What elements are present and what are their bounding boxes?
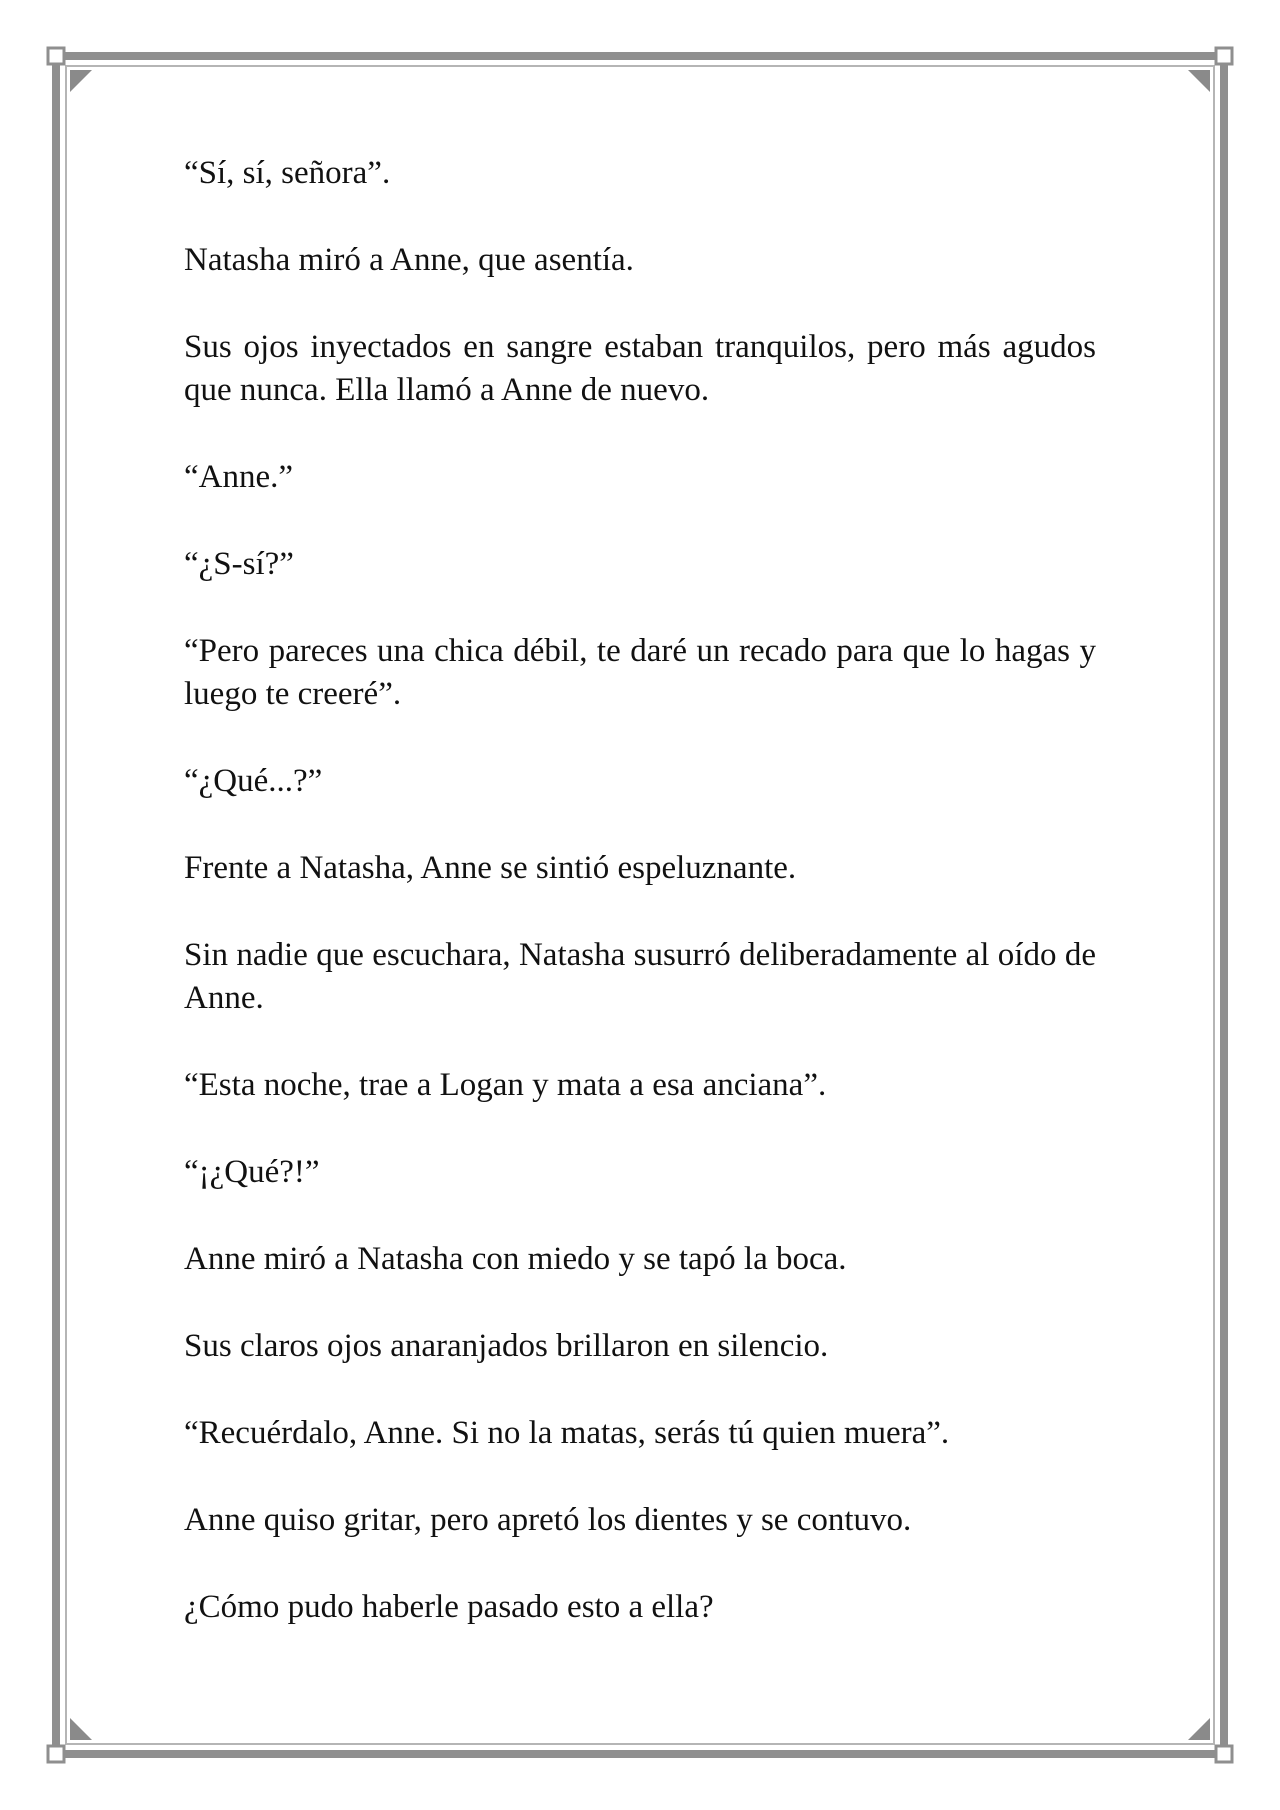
paragraph: Sus ojos inyectados en sangre estaban tranquilos, pero más agudos que nunca. Ella llamó a Anne de nuevo. xyxy=(184,329,1096,408)
paragraph: Anne quiso gritar, pero apretó los dientes y se contuvo. xyxy=(184,1502,912,1538)
paragraph: “Esta noche, trae a Logan y mata a esa anciana”. xyxy=(184,1067,827,1103)
story-text xyxy=(184,152,1096,1673)
paragraph: “¡¿Qué?!” xyxy=(184,1154,320,1190)
paragraph: ¿Cómo pudo haberle pasado esto a ella? xyxy=(184,1589,714,1625)
paragraph: “¿Qué...?” xyxy=(184,763,323,799)
paragraph: “Recuérdalo, Anne. Si no la matas, serás tú quien muera”. xyxy=(184,1415,950,1451)
paragraph: Sin nadie que escuchara, Natasha susurró deliberadamente al oído de Anne. xyxy=(184,937,1096,1016)
paragraph: “¿S-sí?” xyxy=(184,546,294,582)
paragraph: “Anne.” xyxy=(184,459,294,495)
paragraph: “Pero pareces una chica débil, te daré un recado para que lo hagas y luego te creeré”. xyxy=(184,633,1096,712)
paragraph: “Sí, sí, señora”. xyxy=(184,155,391,191)
paragraph: Frente a Natasha, Anne se sintió espeluznante. xyxy=(184,850,797,886)
paragraph: Anne miró a Natasha con miedo y se tapó la boca. xyxy=(184,1241,847,1277)
paragraph: Natasha miró a Anne, que asentía. xyxy=(184,242,634,278)
paragraph: Sus claros ojos anaranjados brillaron en silencio. xyxy=(184,1328,829,1364)
